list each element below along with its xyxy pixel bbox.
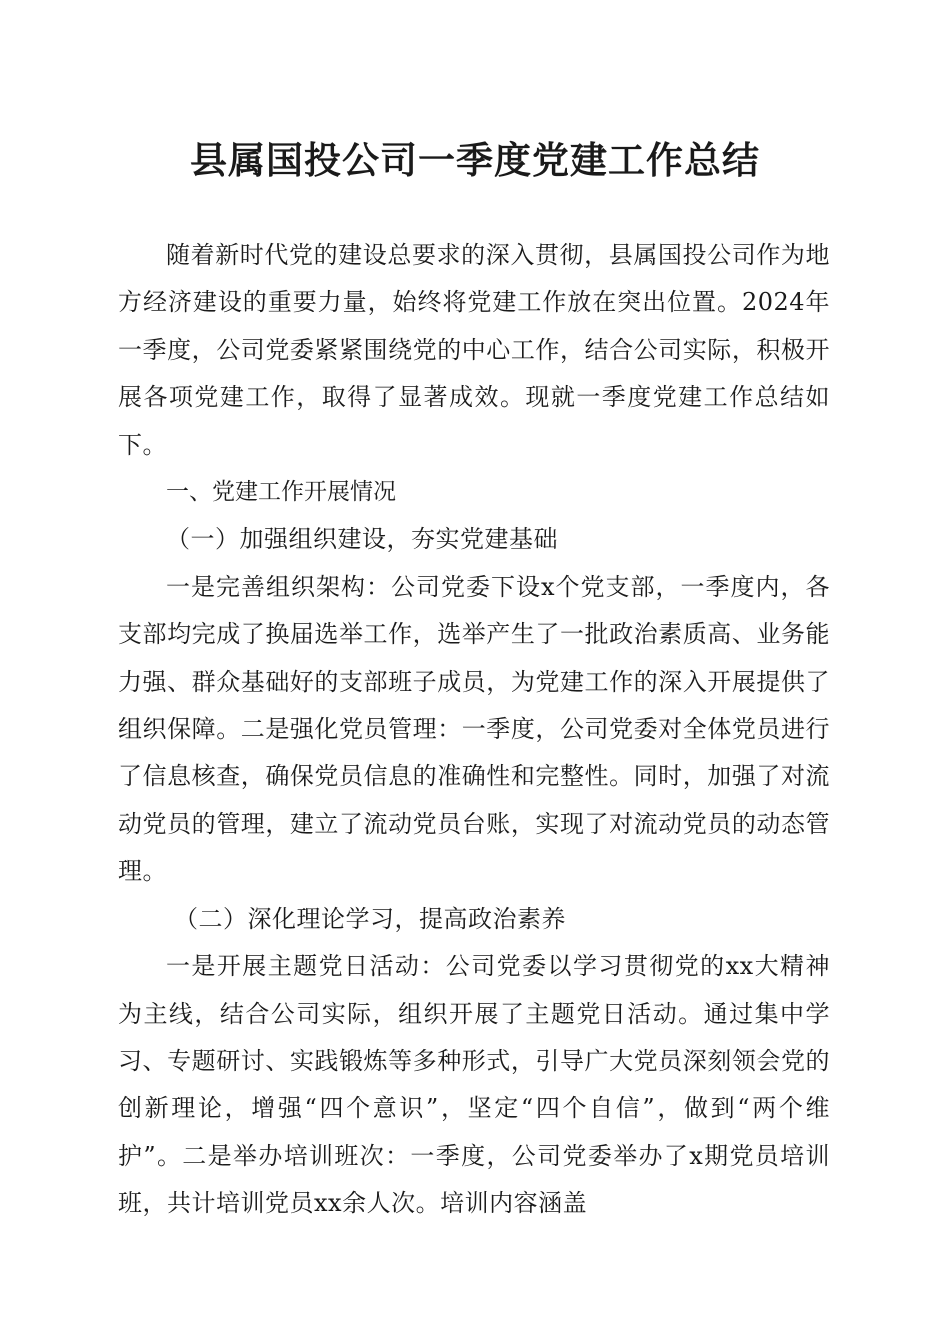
subsection-paragraph-2: 一是开展主题党日活动：公司党委以学习贯彻党的xx大精神为主线，结合公司实际，组织开展了主题党日活动。通过集中学习、专题研讨、实践锻炼等多种形式，引导广大党员深刻领会党的创新理论，增强“四个意识”，坚定“四个自信”，做到“两个维护”。二是举办培训班次：一季度，公司党委举办了x期党员培训班，共计培训党员xx余人次。培训内容涵盖	[118, 952, 830, 1218]
document-body	[118, 232, 830, 1228]
section-heading-1: 一、党建工作开展情况	[166, 479, 396, 506]
subsection-heading-1: （一）加强组织建设，夯实党建基础	[166, 525, 558, 554]
subsection-paragraph-1: 一是完善组织架构：公司党委下设x个党支部，一季度内，各支部均完成了换届选举工作，选举产生了一批政治素质高、业务能力强、群众基础好的支部班子成员，为党建工作的深入开展提供了组织保障。二是强化党员管理：一季度，公司党委对全体党员进行了信息核查，确保党员信息的准确性和完整性。同时，加强了对流动党员的管理，建立了流动党员台账，实现了对流动党员的动态管理。	[118, 572, 830, 886]
document-title: 县属国投公司一季度党建工作总结	[190, 138, 760, 182]
subsection-heading-2: （二）深化理论学习，提高政治素养	[174, 904, 566, 933]
intro-paragraph: 随着新时代党的建设总要求的深入贯彻，县属国投公司作为地方经济建设的重要力量，始终将党建工作放在突出位置。2024年一季度，公司党委紧紧围绕党的中心工作，结合公司实际，积极开展各项党建工作，取得了显著成效。现就一季度党建工作总结如下。	[118, 241, 830, 459]
